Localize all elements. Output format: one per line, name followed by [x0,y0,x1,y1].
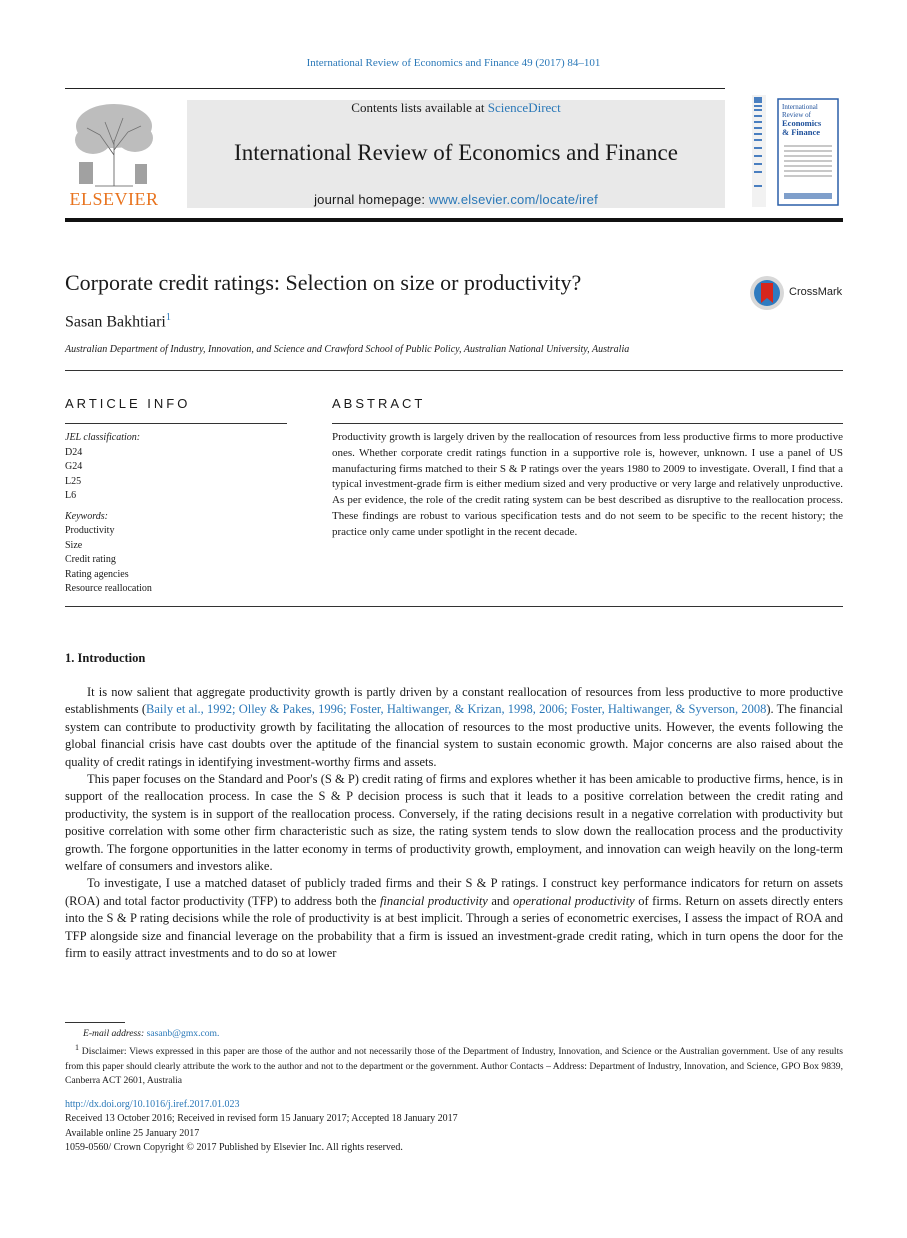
keyword: Size [65,539,83,551]
contents-prefix: Contents lists available at [351,100,488,115]
jel-label: JEL classification: [65,432,141,443]
p3-text-c: of firms. Return on assets directly enters into the S & P rating decisions while the role of productivity is at best implicit. Through a series of econometric exercises, I assess the impact of ROA and TFP alongside size and financial leverage on the probability that a firm is issued an investment-grade credit rating, which in turn opens the door for the firm to easily attract investments and to do so at lower [65,893,843,961]
cover-title-line3: Economics [782,118,822,128]
footnote-rule [65,1022,125,1023]
homepage-line [187,192,725,207]
p3-text-b: and [487,893,513,908]
p1-text-b: ). The financial system can contribute to productivity growth by facilitating the allocation of resources to the most productive units. However, the events following the global financial crisis have cast doubts over the aptitude of the financial system to sustain economic growth. Major concerns are also raised about the quality of credit ratings in identifying investment-worthy firms and assets. [65,702,843,769]
p3-emphasis-1: financial productivity [379,893,488,908]
article-info-heading: ARTICLE INFO [65,396,191,411]
footnote-mark-1: 1 [75,1043,79,1053]
author-name [65,312,171,331]
cover-title-line4: & Finance [782,127,821,137]
email-label: E-mail address: [83,1028,145,1039]
cover-title-line1: International [782,103,818,111]
doi-link[interactable]: http://dx.doi.org/10.1016/j.iref.2017.01.023 [65,1099,240,1110]
keyword: Productivity [65,525,115,536]
p3-emphasis-2: operational productivity [512,893,635,908]
publication-info [65,1098,843,1155]
p1-text-a: It is now salient that aggregate productivity growth is partly driven by a constant reallocation of resources from less productive to more productive establishments ( [65,685,843,717]
jel-code: G24 [65,461,83,472]
jel-code: D24 [65,446,83,458]
journal-title: International Review of Economics and Finance [234,140,678,165]
author-footnote-mark[interactable]: 1 [165,312,171,323]
cover-title-line2: Review of [782,111,811,119]
jel-code: L6 [65,490,77,501]
author-affiliation: Australian Department of Industry, Innovation, and Science and Crawford School of Public Policy, Australian National University, Australia [65,344,630,355]
available-online: Available online 25 January 2017 [65,1127,200,1139]
jel-code: L25 [65,475,82,487]
article-info-column [65,431,287,597]
homepage-prefix: journal homepage: [314,192,429,207]
header-top-rule [65,88,725,89]
introduction-body [65,684,843,963]
disclaimer-footnote [65,1041,843,1088]
keywords-label: Keywords: [65,510,108,522]
abstract-rule [332,423,843,424]
journal-cover-thumbnail[interactable] [752,95,842,207]
abstract-divider [65,606,843,607]
copyright-line: 1059-0560/ Crown Copyright © 2017 Published by Elsevier Inc. All rights reserved. [65,1141,403,1153]
keyword: Credit rating [65,554,116,565]
journal-cover-icon [752,95,842,207]
intro-paragraph-1 [65,684,843,771]
sciencedirect-link[interactable]: ScienceDirect [487,100,561,115]
homepage-link[interactable]: www.elsevier.com/locate/iref [429,192,598,207]
crossmark-label: CrossMark [789,286,843,298]
introduction-heading: 1. Introduction [65,651,146,665]
journal-header-box [187,100,725,208]
header-bottom-rule [65,218,843,222]
intro-paragraph-2: This paper focuses on the Standard and Poor's (S & P) credit rating of firms and explores whether it has been amicable to productive firms, hence, is in support of the reallocation process. In case the S & P decision process is such that it leads to a positive correlation between the credit rating and productivity, the system is in support of the reallocation process. Conversely, if the rating decisions result in a negative correlation with productivity but positive correlation with some other firm characteristic such as size, the rating system tends to slow down the reallocation process and the productivity growth. The forgone opportunities in the latter economy in terms of productivity growth, employment, and innovation can weigh heavily on the long-term welfare of consumers and investors alike. [65,772,843,874]
keyword: Rating agencies [65,568,129,580]
article-info-rule [65,423,287,424]
received-dates: Received 13 October 2016; Received in revised form 15 January 2017; Accepted 18 January 2017 [65,1113,458,1125]
p3-text-a: To investigate, I use a matched dataset of publicly traded firms and their S & P ratings. I construct key performance indicators for return on assets (ROA) and total factor productivity (TFP) to address both the [65,876,843,908]
journal-citation[interactable]: International Review of Economics and Finance 49 (2017) 84–101 [306,57,601,69]
elsevier-logo[interactable] [65,100,163,210]
abstract-body: Productivity growth is largely driven by the reallocation of resources from less productive firms to more productive ones. Whether corporate credit ratings function in a supportive role is, however, unknown. I use a panel of US manufacturing firms matched to their S & P ratings over the years 1980 to 2009 to investigate. Overall, I find that a typical investment-grade firm is either medium sized and very productive or very large and relatively unproductive. As per evidence, the role of the credit rating system can be best described as disruptive to the reallocation process. These findings are robust to various specification tests and do not seem to be specific to the recent history; the practice only came under spotlight in the recent decade. [332,431,843,538]
article-title: Corporate credit ratings: Selection on size or productivity? [65,270,582,295]
author-text: Sasan Bakhtiari [65,313,166,331]
intro-paragraph-3 [65,875,843,962]
crossmark-badge[interactable] [749,275,849,311]
email-footnote [65,1027,843,1041]
email-link[interactable]: sasanb@gmx.com. [146,1028,220,1039]
elsevier-wordmark: ELSEVIER [69,189,159,209]
abstract-heading: ABSTRACT [332,396,426,411]
contents-line [187,100,725,116]
crossmark-icon [749,275,785,311]
keyword: Resource reallocation [65,583,152,594]
footnotes [65,1027,843,1088]
disclaimer-text: Disclaimer: Views expressed in this paper are those of the author and not necessarily those of the Department of Industry, Innovation, and Science or the Australian government. Use of any results from this paper should clearly attribute the work to the author and not to the department or the government. Author Contacts – Address: Department of Industry, Innovation, and Science, GPO Box 9839, Canberra ACT 2601, Australia [65,1046,843,1086]
title-divider [65,370,843,371]
elsevier-tree-icon [65,100,163,188]
p1-references-link[interactable]: Baily et al., 1992; Olley & Pakes, 1996; Foster, Haltiwanger, & Krizan, 1998, 2006; Foster, Haltiwanger, & Syverson, 2008 [145,702,767,717]
